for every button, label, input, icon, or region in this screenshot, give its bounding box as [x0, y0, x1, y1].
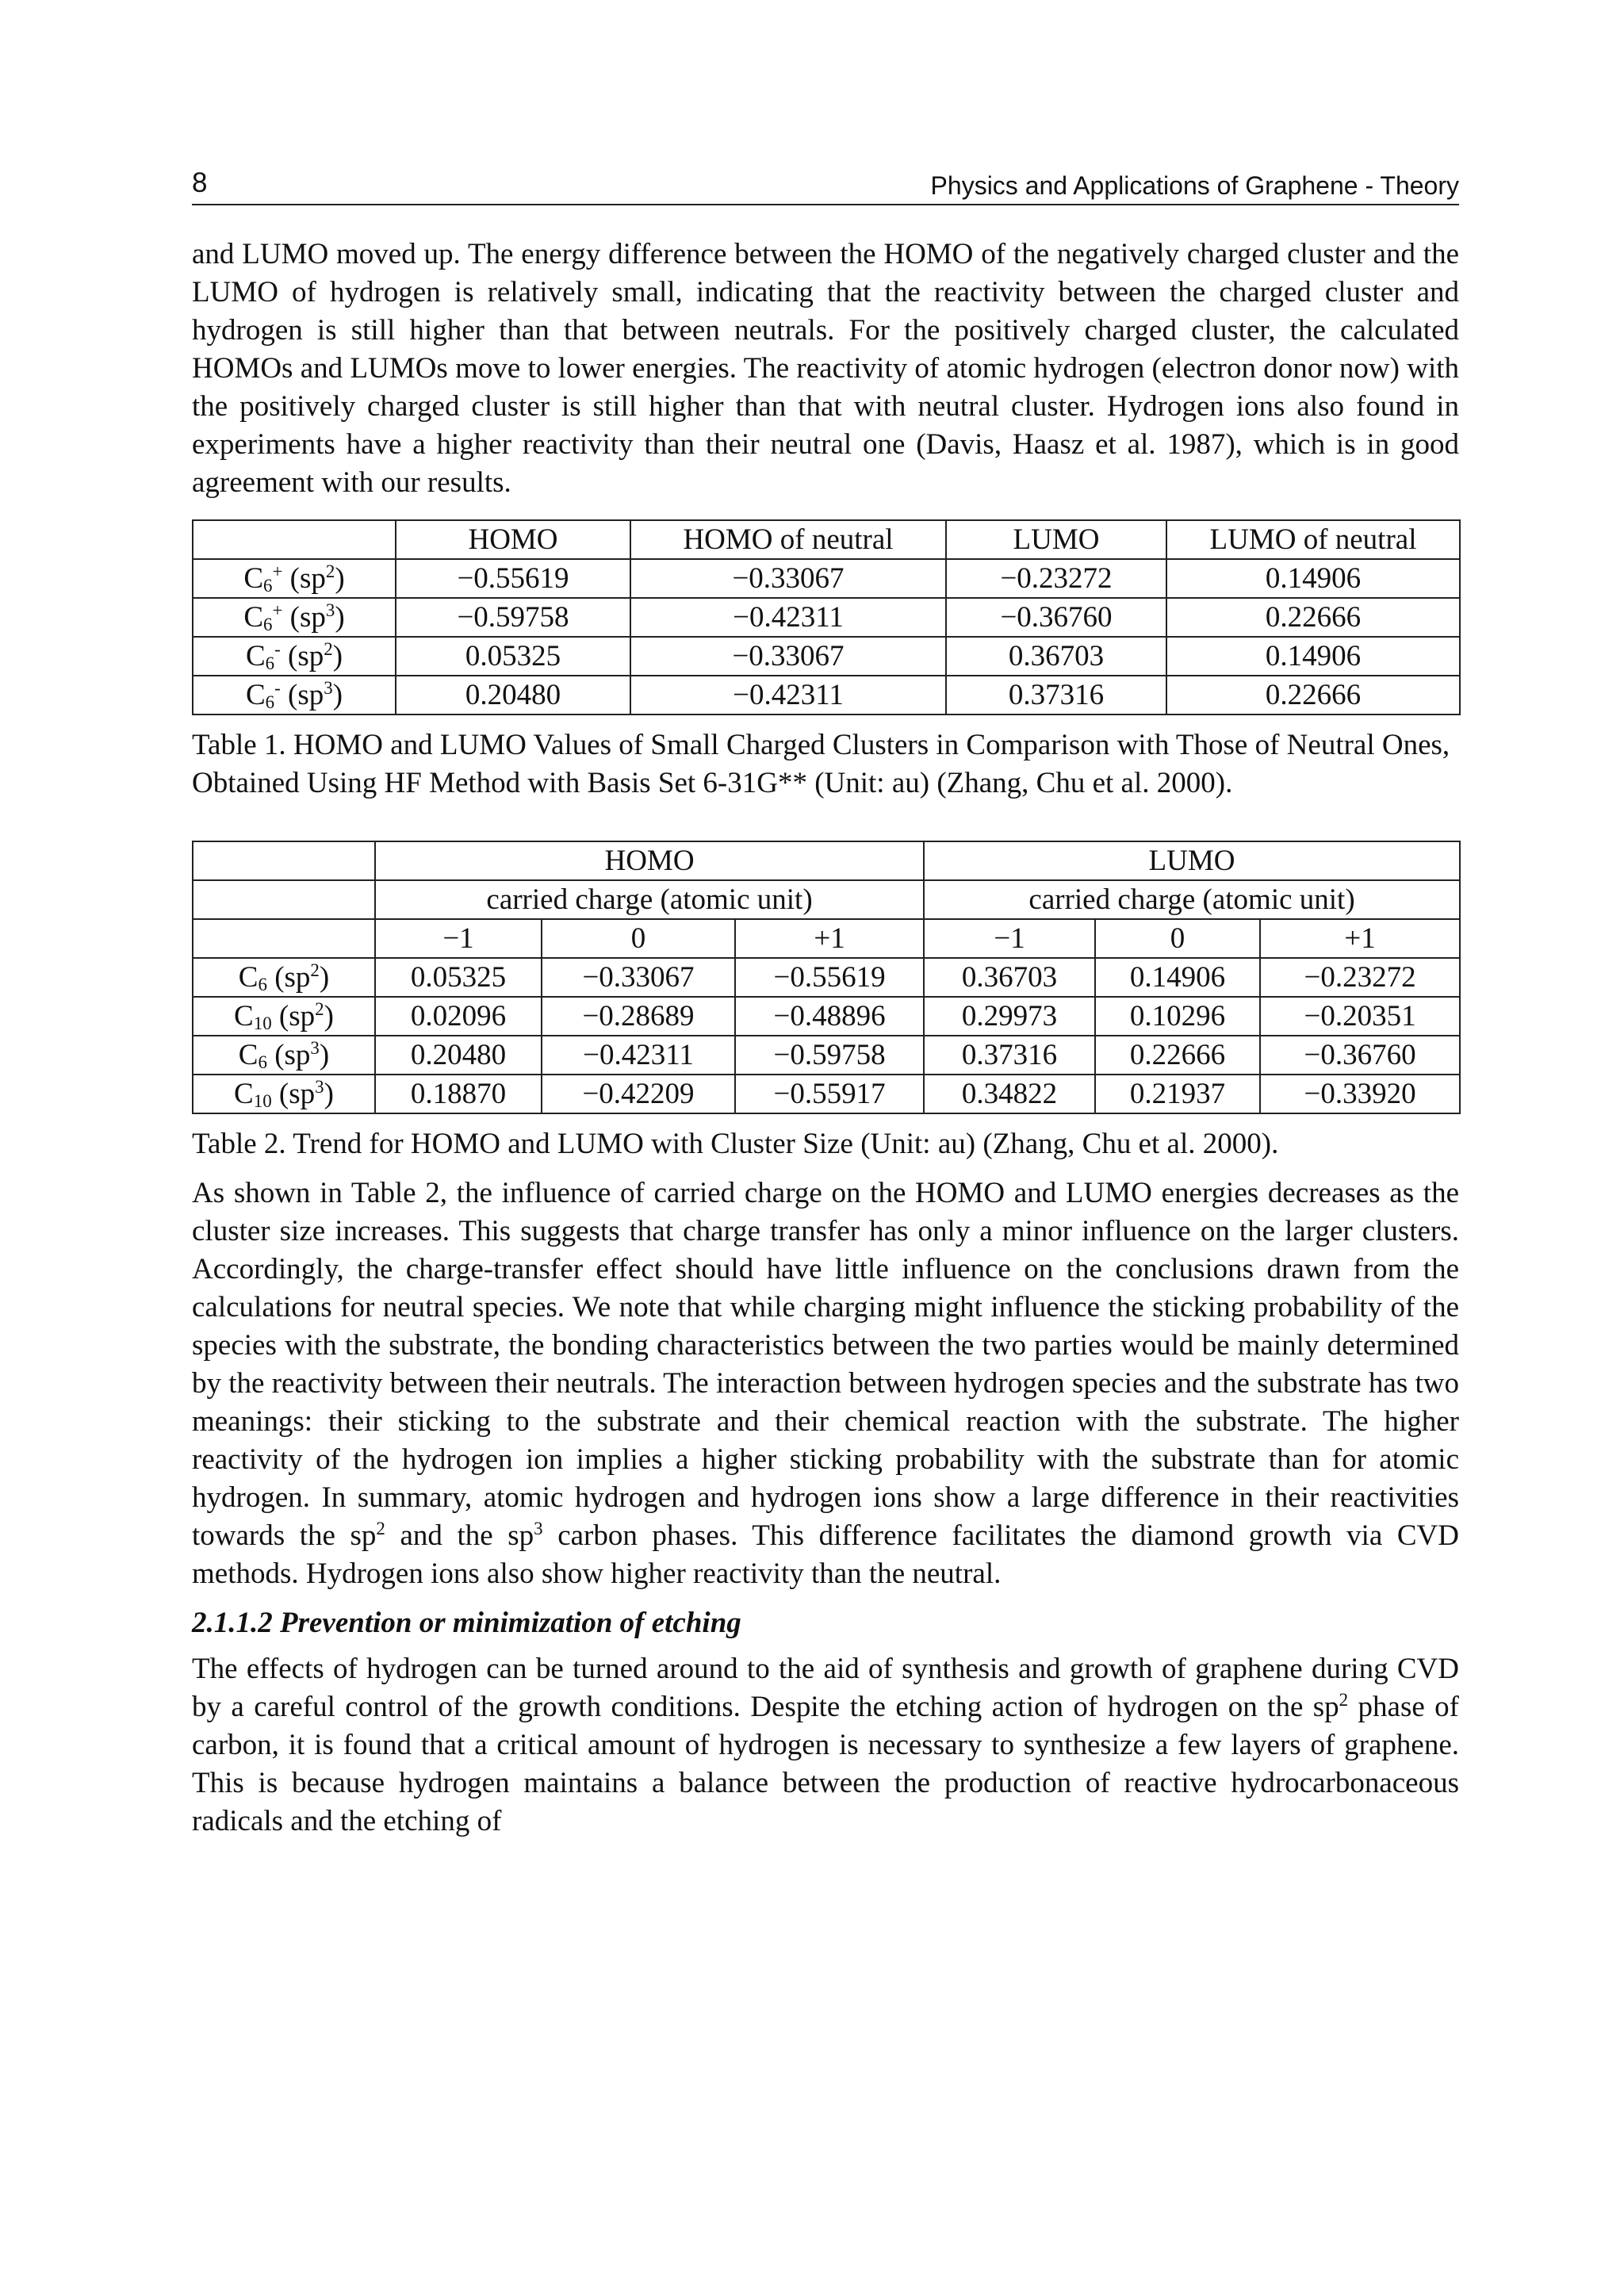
table-cell: 0.05325 — [396, 637, 630, 676]
label-base: C — [243, 561, 263, 595]
label-hyb-superscript: 2 — [324, 638, 333, 659]
label-base: C — [238, 1038, 259, 1071]
label-base: C — [234, 1077, 254, 1110]
label-base: C — [234, 999, 254, 1032]
label-charge: + — [272, 561, 283, 581]
label-subscript: 10 — [253, 1091, 272, 1112]
table-cell: 0.10296 — [1095, 997, 1260, 1036]
label-base: C — [238, 960, 259, 994]
charge-value: −1 — [375, 919, 542, 958]
table-2-wrapper — [192, 841, 1459, 1163]
label-hyb-superscript: 3 — [325, 600, 335, 620]
label-subscript: 6 — [258, 975, 267, 995]
running-title: Physics and Applications of Graphene - Theory — [930, 171, 1459, 200]
table-row — [193, 958, 1460, 997]
paragraph-discussion-text-1: As shown in Table 2, the influence of carried charge on the HOMO and LUMO energies decreases as the cluster size increases. This suggests that charge transfer has only a minor influence on the larger clusters. Accordingly, the charge-transfer effect should have little influence on the conclusions drawn from the calculations for neutral species. We note that while charging might influence the sticking probability of the species with the substrate, the bonding characteristics between the two parties would be mainly determined by the reactivity between their neutrals. The interaction between hydrogen species and the substrate has two meanings: their sticking to the substrate and their chemical reaction with the substrate. The higher reactivity of the hydrogen ion implies a higher sticking probability with the substrate than for atomic hydrogen. In summary, atomic hydrogen and hydrogen ions show a large difference in their reactivities towards the sp — [192, 1177, 1459, 1552]
label-close: ) — [335, 600, 345, 634]
page-content — [192, 236, 1459, 1841]
label-subscript: 10 — [253, 1013, 272, 1034]
label-hybridization: (sp — [271, 999, 316, 1032]
table-cell: 0.14906 — [1166, 637, 1460, 676]
paragraph-etching-text-2: phase of carbon, it is found that a critical amount of hydrogen is necessary to synthesize a few layers of graphene. This is because hydrogen maintains a balance between the production of reactive hydrocarbonaceous radicals and the etching of — [192, 1691, 1459, 1837]
label-hyb-superscript: 3 — [315, 1076, 324, 1097]
paragraph-intro: and LUMO moved up. The energy difference between the HOMO of the negatively charged cluster and the LUMO of hydrogen is relatively small, indicating that the reactivity between the charged cluster and hydrogen is still higher than that between neutrals. For the positively charged cluster, the calculated HOMOs and LUMOs move to lower energies. The reactivity of atomic hydrogen (electron donor now) with the positively charged cluster is still higher than that with neutral cluster. Hydrogen ions also found in experiments have a higher reactivity than their neutral one (Davis, Haasz et al. 1987), which is in good agreement with our results. — [192, 238, 1459, 499]
table-cell: 0.18870 — [375, 1075, 542, 1113]
table-cell: −0.20351 — [1260, 997, 1460, 1036]
row-label — [193, 598, 396, 637]
label-hybridization: (sp — [280, 639, 324, 672]
row-label — [193, 559, 396, 598]
label-hybridization: (sp — [266, 1038, 311, 1071]
page-number: 8 — [192, 167, 208, 198]
table-cell: 0.22666 — [1166, 676, 1460, 715]
table-1 — [192, 519, 1461, 715]
superscript-2: 2 — [1339, 1690, 1349, 1711]
table-cell: −0.42311 — [542, 1036, 735, 1075]
paragraph-discussion-text-2: and the sp — [385, 1519, 534, 1552]
label-charge: + — [272, 600, 283, 620]
paragraph-discussion — [192, 1174, 1459, 1593]
group-header-row — [193, 841, 1460, 880]
label-hybridization: (sp — [266, 960, 311, 994]
label-close: ) — [319, 1038, 330, 1071]
column-header: LUMO — [946, 520, 1166, 559]
table-cell: −0.48896 — [735, 997, 924, 1036]
row-label — [193, 1036, 375, 1075]
table-cell: 0.37316 — [946, 676, 1166, 715]
label-hyb-superscript: 2 — [325, 561, 335, 581]
label-subscript: 6 — [258, 1052, 267, 1073]
empty-corner-cell — [193, 880, 375, 919]
table-row — [193, 676, 1460, 715]
section-heading: 2.1.1.2 Prevention or minimization of etching — [192, 1607, 741, 1639]
row-label — [193, 676, 396, 715]
label-hyb-superscript: 3 — [324, 677, 333, 698]
table-cell: 0.22666 — [1166, 598, 1460, 637]
label-close: ) — [319, 960, 330, 994]
label-charge: - — [274, 638, 281, 659]
label-hybridization: (sp — [271, 1077, 316, 1110]
table-cell: −0.36760 — [1260, 1036, 1460, 1075]
table-cell: −0.59758 — [735, 1036, 924, 1075]
table-cell: −0.42311 — [630, 676, 946, 715]
table-row — [193, 1075, 1460, 1113]
table-cell: −0.59758 — [396, 598, 630, 637]
table-cell: −0.55917 — [735, 1075, 924, 1113]
charge-subheader: carried charge (atomic unit) — [924, 880, 1460, 919]
row-label — [193, 1075, 375, 1113]
charge-value: +1 — [735, 919, 924, 958]
charge-value: −1 — [924, 919, 1095, 958]
label-close: ) — [324, 999, 334, 1032]
group-header: HOMO — [375, 841, 924, 880]
table-cell: −0.36760 — [946, 598, 1166, 637]
label-hybridization: (sp — [282, 600, 326, 634]
label-subscript: 6 — [265, 692, 275, 713]
column-header — [193, 520, 396, 559]
table-row — [193, 997, 1460, 1036]
table-cell: 0.20480 — [396, 676, 630, 715]
superscript-3: 3 — [534, 1519, 543, 1539]
table-cell: −0.33067 — [630, 559, 946, 598]
table-cell: −0.28689 — [542, 997, 735, 1036]
table-2-caption: Table 2. Trend for HOMO and LUMO with Cluster Size (Unit: au) (Zhang, Chu et al. 2000). — [192, 1128, 1279, 1160]
label-hyb-superscript: 3 — [310, 1037, 320, 1058]
charge-subheader: carried charge (atomic unit) — [375, 880, 924, 919]
paragraph-etching — [192, 1650, 1459, 1841]
group-header: LUMO — [924, 841, 1460, 880]
charge-value: 0 — [542, 919, 735, 958]
row-label — [193, 637, 396, 676]
label-base: C — [243, 600, 263, 634]
empty-corner-cell — [193, 919, 375, 958]
table-cell: 0.34822 — [924, 1075, 1095, 1113]
page-header — [192, 163, 1459, 205]
table-cell: −0.55619 — [396, 559, 630, 598]
table-cell: −0.23272 — [946, 559, 1166, 598]
table-1-caption: Table 1. HOMO and LUMO Values of Small Charged Clusters in Comparison with Those of Neutral Ones, Obtained Using HF Method with Basis Set 6-31G** (Unit: au) (Zhang, Chu et al. 2000). — [192, 729, 1450, 799]
table-cell: 0.21937 — [1095, 1075, 1260, 1113]
empty-corner-cell — [193, 841, 375, 880]
table-row — [193, 637, 1460, 676]
table-cell: −0.42311 — [630, 598, 946, 637]
table-cell: −0.33067 — [542, 958, 735, 997]
table-cell: 0.14906 — [1095, 958, 1260, 997]
column-header: HOMO — [396, 520, 630, 559]
table-cell: 0.20480 — [375, 1036, 542, 1075]
table-cell: 0.36703 — [946, 637, 1166, 676]
table-1-wrapper — [192, 519, 1459, 803]
table-cell: −0.55619 — [735, 958, 924, 997]
label-hyb-superscript: 2 — [310, 960, 320, 980]
paragraph-discussion-text-3: carbon phases. This difference facilitates the diamond growth via CVD methods. Hydrogen ions also show higher reactivity than the neutral. — [192, 1519, 1459, 1590]
table-cell: −0.33067 — [630, 637, 946, 676]
label-close: ) — [332, 678, 343, 711]
table-cell: 0.37316 — [924, 1036, 1095, 1075]
label-base: C — [245, 678, 266, 711]
column-header: HOMO of neutral — [630, 520, 946, 559]
label-base: C — [245, 639, 266, 672]
charge-value: +1 — [1260, 919, 1460, 958]
superscript-2: 2 — [376, 1519, 385, 1539]
charge-value: 0 — [1095, 919, 1260, 958]
table-2 — [192, 841, 1461, 1114]
table-cell: 0.05325 — [375, 958, 542, 997]
label-subscript: 6 — [263, 576, 273, 596]
table-cell: −0.23272 — [1260, 958, 1460, 997]
table-cell: 0.29973 — [924, 997, 1095, 1036]
label-charge: - — [274, 677, 281, 698]
label-close: ) — [324, 1077, 334, 1110]
label-subscript: 6 — [263, 615, 273, 635]
table-row — [193, 598, 1460, 637]
table-cell: 0.02096 — [375, 997, 542, 1036]
table-cell: −0.33920 — [1260, 1075, 1460, 1113]
charge-row — [193, 919, 1460, 958]
label-hybridization: (sp — [282, 561, 326, 595]
label-hybridization: (sp — [280, 678, 324, 711]
label-close: ) — [335, 561, 345, 595]
table-cell: 0.14906 — [1166, 559, 1460, 598]
table-row — [193, 1036, 1460, 1075]
row-label — [193, 958, 375, 997]
table-cell: −0.42209 — [542, 1075, 735, 1113]
column-header: LUMO of neutral — [1166, 520, 1460, 559]
table-header-row — [193, 520, 1460, 559]
label-subscript: 6 — [265, 653, 275, 674]
table-row — [193, 559, 1460, 598]
table-cell: 0.22666 — [1095, 1036, 1260, 1075]
label-hyb-superscript: 2 — [315, 998, 324, 1019]
table-cell: 0.36703 — [924, 958, 1095, 997]
row-label — [193, 997, 375, 1036]
paragraph-etching-text-1: The effects of hydrogen can be turned around to the aid of synthesis and growth of graphene during CVD by a careful control of the growth conditions. Despite the etching action of hydrogen on the sp — [192, 1653, 1459, 1723]
label-close: ) — [332, 639, 343, 672]
subheader-row — [193, 880, 1460, 919]
